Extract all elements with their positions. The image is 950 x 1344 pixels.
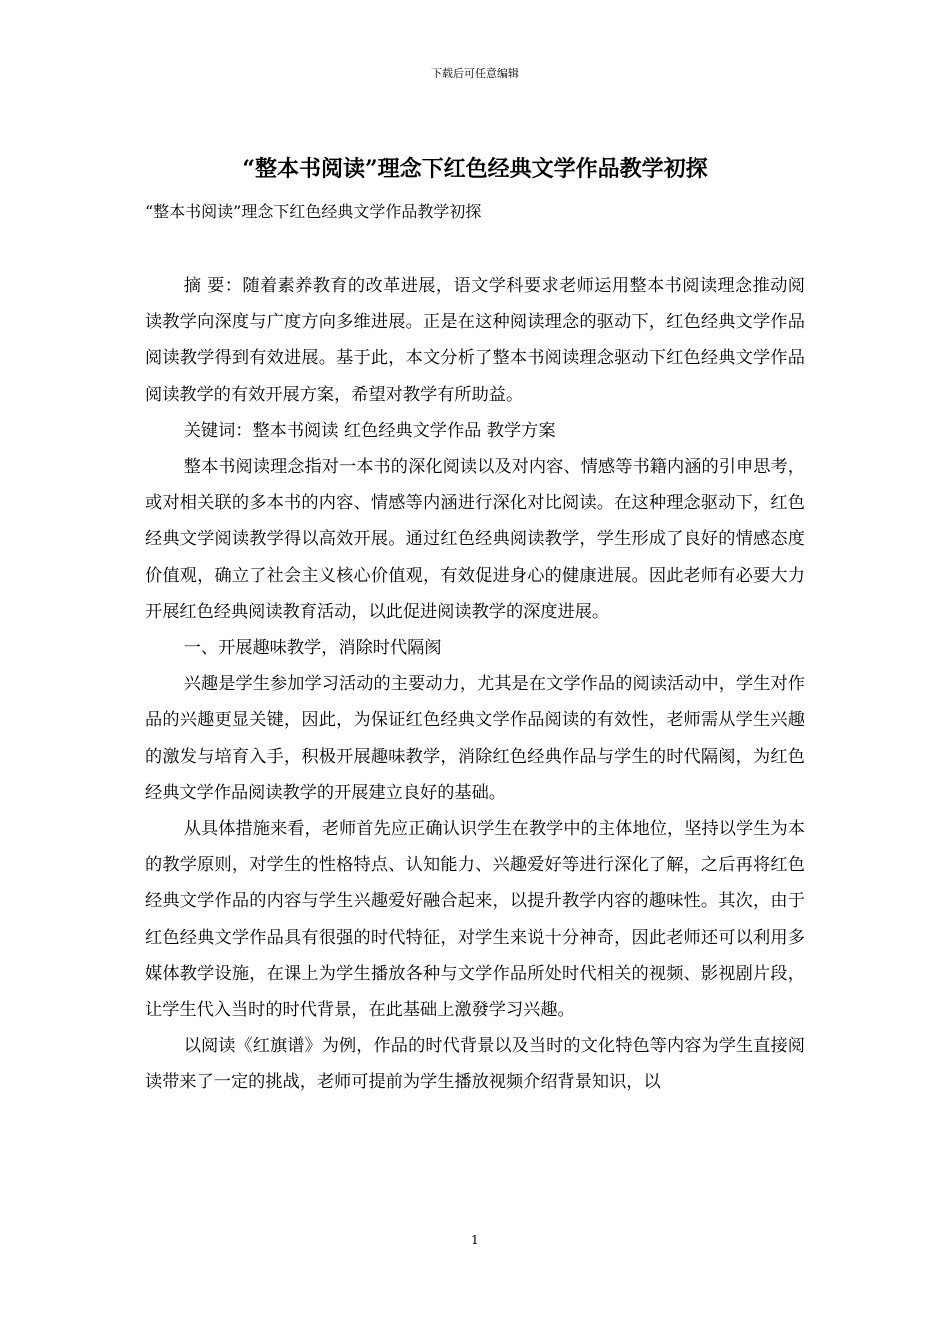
abstract-paragraph: 摘 要：随着素养教育的改革进展，语文学科要求老师运用整本书阅读理念推动阅读教学向深度与广度方向多维进展。正是在这种阅读理念的驱动下，红色经典文学作品阅读教学得到有效进展。基于此，本文分析了整本书阅读理念驱动下红色经典文学作品阅读教学的有效开展方案，希望对教学有所助益。: [145, 276, 805, 405]
document-subtitle: “整本书阅读”理念下红色经典文学作品教学初探: [145, 202, 482, 221]
page-number: 1: [471, 1233, 479, 1247]
body-paragraph: 以阅读《红旗谱》为例，作品的时代背景以及当时的文化特色等内容为学生直接阅读带来了一定的挑战，老师可提前为学生播放视频介绍背景知识，以: [145, 1036, 805, 1093]
body-paragraph: 兴趣是学生参加学习活动的主要动力，尤其是在文学作品的阅读活动中，学生对作品的兴趣更显关键，因此，为保证红色经典文学作品阅读的有效性，老师需从学生兴趣的激发与培育入手，积极开展趣味教学，消除红色经典作品与学生的时代隔阂，为红色经典文学作品阅读教学的开展建立良好的基础。: [145, 674, 805, 803]
intro-paragraph: 整本书阅读理念指对一本书的深化阅读以及对内容、情感等书籍内涵的引申思考，或对相关联的多本书的内容、情感等内涵进行深化对比阅读。在这种理念驱动下，红色经典文学阅读教学得以高效开展。通过红色经典阅读教学，学生形成了良好的情感态度价值观，确立了社会主义核心价值观，有效促进身心的健康进展。因此老师有必要大力开展红色经典阅读教育活动，以此促进阅读教学的深度进展。: [145, 457, 805, 622]
document-title: “整本书阅读”理念下红色经典文学作品教学初探: [242, 156, 708, 182]
section-heading-1: 一、开展趣味教学，消除时代隔阂: [183, 638, 442, 659]
document-body: [145, 268, 805, 1101]
keywords-paragraph: 关键词：整本书阅读 红色经典文学作品 教学方案: [183, 420, 556, 441]
body-paragraph: 从具体措施来看，老师首先应正确认识学生在教学中的主体地位，坚持以学生为本的教学原则，对学生的性格特点、认知能力、兴趣爱好等进行深化了解，之后再将红色经典文学作品的内容与学生兴趣爱好融合起来，以提升教学内容的趣味性。其次，由于红色经典文学作品具有很强的时代特征，对学生来说十分神奇，因此老师还可以利用多媒体教学设施，在课上为学生播放各种与文学作品所处时代相关的视频、影视剧片段，让学生代入当时的时代背景，在此基础上激發学习兴趣。: [145, 819, 805, 1021]
page-header: 下载后可任意编辑: [431, 67, 519, 80]
